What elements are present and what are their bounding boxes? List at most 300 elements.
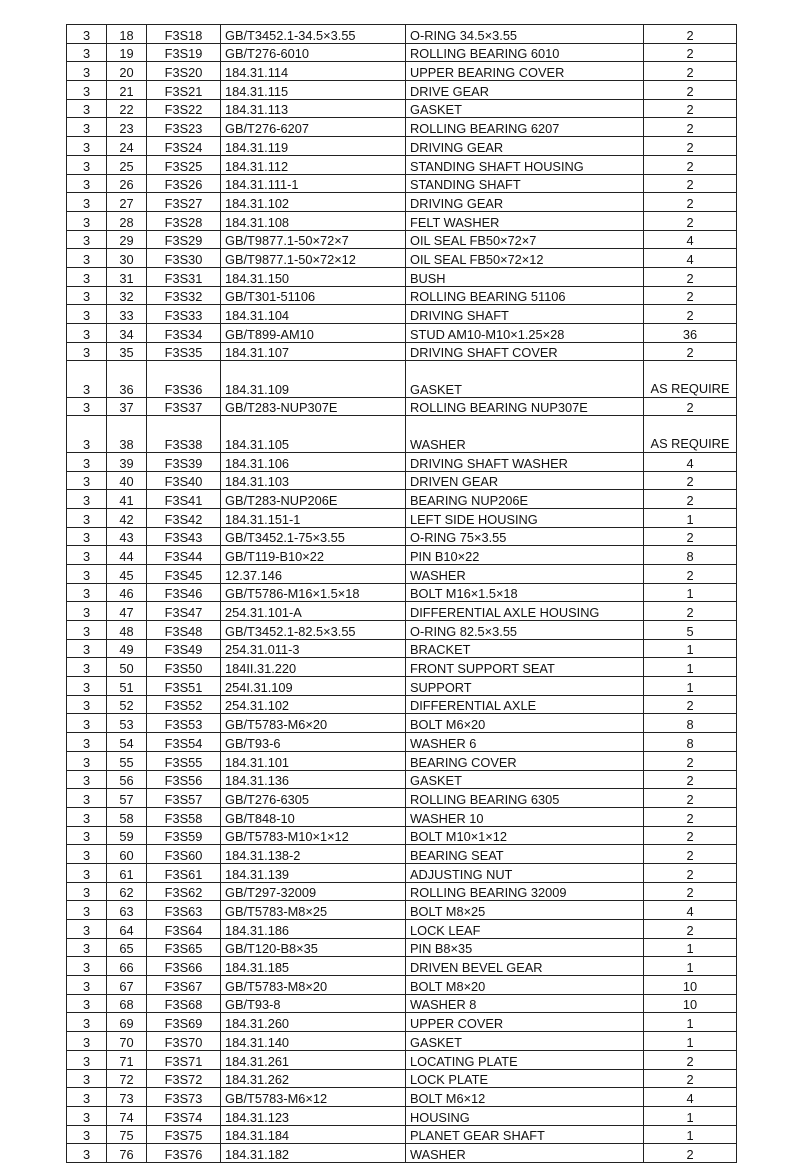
quantity-cell: 10 — [644, 976, 737, 995]
quantity-cell: 1 — [644, 1013, 737, 1032]
part-name-cell: DRIVING GEAR — [406, 193, 644, 212]
quantity-cell: 2 — [644, 789, 737, 808]
part-name-cell: STANDING SHAFT — [406, 174, 644, 193]
code-cell: F3S63 — [147, 901, 221, 920]
item-number-cell: 27 — [107, 193, 147, 212]
table-row — [67, 508, 737, 527]
part-number-cell: 254.31.011-3 — [221, 639, 406, 658]
group-cell: 3 — [67, 267, 107, 286]
quantity-cell: 1 — [644, 938, 737, 957]
table-row — [67, 714, 737, 733]
group-cell: 3 — [67, 397, 107, 416]
group-cell: 3 — [67, 583, 107, 602]
code-cell: F3S75 — [147, 1125, 221, 1144]
parts-table — [66, 24, 737, 1163]
code-cell: F3S72 — [147, 1069, 221, 1088]
table-row — [67, 733, 737, 752]
group-cell: 3 — [67, 677, 107, 696]
item-number-cell: 51 — [107, 677, 147, 696]
table-row — [67, 882, 737, 901]
code-cell: F3S33 — [147, 305, 221, 324]
part-number-cell: 184.31.114 — [221, 62, 406, 81]
group-cell: 3 — [67, 994, 107, 1013]
part-number-cell: GB/T899-AM10 — [221, 324, 406, 343]
item-number-cell: 62 — [107, 882, 147, 901]
item-number-cell: 20 — [107, 62, 147, 81]
group-cell: 3 — [67, 770, 107, 789]
part-number-cell: 184.31.151-1 — [221, 508, 406, 527]
part-number-cell: GB/T5783-M10×1×12 — [221, 826, 406, 845]
item-number-cell: 46 — [107, 583, 147, 602]
quantity-cell: 2 — [644, 920, 737, 939]
part-number-cell: 184.31.113 — [221, 99, 406, 118]
group-cell: 3 — [67, 155, 107, 174]
part-number-cell: 184.31.184 — [221, 1125, 406, 1144]
group-cell: 3 — [67, 25, 107, 44]
group-cell: 3 — [67, 137, 107, 156]
group-cell: 3 — [67, 118, 107, 137]
part-number-cell: 184.31.186 — [221, 920, 406, 939]
quantity-cell: 10 — [644, 994, 737, 1013]
item-number-cell: 26 — [107, 174, 147, 193]
part-number-cell: 184.31.138-2 — [221, 845, 406, 864]
group-cell: 3 — [67, 695, 107, 714]
part-name-cell: GASKET — [406, 770, 644, 789]
group-cell: 3 — [67, 508, 107, 527]
quantity-cell: 1 — [644, 1032, 737, 1051]
quantity-cell: 2 — [644, 25, 737, 44]
quantity-cell: 5 — [644, 621, 737, 640]
part-name-cell: ROLLING BEARING 6207 — [406, 118, 644, 137]
part-name-cell: PLANET GEAR SHAFT — [406, 1125, 644, 1144]
part-name-cell: SUPPORT — [406, 677, 644, 696]
table-row — [67, 174, 737, 193]
part-number-cell: GB/T5786-M16×1.5×18 — [221, 583, 406, 602]
part-number-cell: 184.31.119 — [221, 137, 406, 156]
code-cell: F3S49 — [147, 639, 221, 658]
code-cell: F3S31 — [147, 267, 221, 286]
part-number-cell: 184.31.260 — [221, 1013, 406, 1032]
table-row — [67, 471, 737, 490]
code-cell: F3S21 — [147, 81, 221, 100]
part-name-cell: WASHER — [406, 416, 644, 452]
code-cell: F3S19 — [147, 43, 221, 62]
part-name-cell: ROLLING BEARING 6010 — [406, 43, 644, 62]
part-name-cell: ADJUSTING NUT — [406, 863, 644, 882]
table-row — [67, 807, 737, 826]
quantity-cell: 2 — [644, 62, 737, 81]
item-number-cell: 65 — [107, 938, 147, 957]
part-name-cell: BOLT M10×1×12 — [406, 826, 644, 845]
table-row — [67, 490, 737, 509]
code-cell: F3S65 — [147, 938, 221, 957]
item-number-cell: 30 — [107, 249, 147, 268]
code-cell: F3S34 — [147, 324, 221, 343]
part-name-cell: DRIVING GEAR — [406, 137, 644, 156]
code-cell: F3S66 — [147, 957, 221, 976]
quantity-cell: 1 — [644, 583, 737, 602]
part-number-cell: 254.31.101-A — [221, 602, 406, 621]
group-cell: 3 — [67, 62, 107, 81]
part-number-cell: GB/T3452.1-34.5×3.55 — [221, 25, 406, 44]
code-cell: F3S18 — [147, 25, 221, 44]
part-name-cell: ROLLING BEARING 32009 — [406, 882, 644, 901]
quantity-cell: 1 — [644, 1106, 737, 1125]
part-number-cell: 184.31.140 — [221, 1032, 406, 1051]
table-row — [67, 342, 737, 361]
quantity-cell: 2 — [644, 826, 737, 845]
item-number-cell: 44 — [107, 546, 147, 565]
part-name-cell: LOCK LEAF — [406, 920, 644, 939]
group-cell: 3 — [67, 416, 107, 452]
code-cell: F3S55 — [147, 751, 221, 770]
part-name-cell: UPPER COVER — [406, 1013, 644, 1032]
item-number-cell: 59 — [107, 826, 147, 845]
part-name-cell: OIL SEAL FB50×72×12 — [406, 249, 644, 268]
part-number-cell: 184.31.111-1 — [221, 174, 406, 193]
code-cell: F3S25 — [147, 155, 221, 174]
quantity-cell: 8 — [644, 546, 737, 565]
code-cell: F3S26 — [147, 174, 221, 193]
code-cell: F3S37 — [147, 397, 221, 416]
group-cell: 3 — [67, 342, 107, 361]
part-number-cell: 184.31.185 — [221, 957, 406, 976]
group-cell: 3 — [67, 602, 107, 621]
quantity-cell: 2 — [644, 193, 737, 212]
part-name-cell: HOUSING — [406, 1106, 644, 1125]
item-number-cell: 73 — [107, 1088, 147, 1107]
quantity-cell: 2 — [644, 490, 737, 509]
part-number-cell: GB/T93-6 — [221, 733, 406, 752]
table-row — [67, 286, 737, 305]
quantity-cell: 2 — [644, 137, 737, 156]
part-number-cell: 184.31.104 — [221, 305, 406, 324]
group-cell: 3 — [67, 845, 107, 864]
part-name-cell: WASHER 10 — [406, 807, 644, 826]
table-row — [67, 99, 737, 118]
code-cell: F3S20 — [147, 62, 221, 81]
group-cell: 3 — [67, 43, 107, 62]
quantity-cell: 2 — [644, 845, 737, 864]
quantity-cell: 2 — [644, 863, 737, 882]
code-cell: F3S58 — [147, 807, 221, 826]
group-cell: 3 — [67, 1032, 107, 1051]
code-cell: F3S46 — [147, 583, 221, 602]
code-cell: F3S32 — [147, 286, 221, 305]
item-number-cell: 19 — [107, 43, 147, 62]
part-name-cell: DRIVING SHAFT — [406, 305, 644, 324]
item-number-cell: 37 — [107, 397, 147, 416]
part-name-cell: BEARING NUP206E — [406, 490, 644, 509]
table-row — [67, 249, 737, 268]
quantity-cell: 1 — [644, 1125, 737, 1144]
part-number-cell: GB/T297-32009 — [221, 882, 406, 901]
code-cell: F3S29 — [147, 230, 221, 249]
quantity-cell: 1 — [644, 677, 737, 696]
part-number-cell: GB/T5783-M8×20 — [221, 976, 406, 995]
item-number-cell: 68 — [107, 994, 147, 1013]
quantity-cell: 1 — [644, 957, 737, 976]
part-number-cell: GB/T3452.1-82.5×3.55 — [221, 621, 406, 640]
part-number-cell: GB/T5783-M6×12 — [221, 1088, 406, 1107]
part-name-cell: WASHER 8 — [406, 994, 644, 1013]
part-number-cell: GB/T283-NUP307E — [221, 397, 406, 416]
code-cell: F3S73 — [147, 1088, 221, 1107]
group-cell: 3 — [67, 527, 107, 546]
group-cell: 3 — [67, 751, 107, 770]
code-cell: F3S28 — [147, 211, 221, 230]
table-row — [67, 845, 737, 864]
table-row — [67, 826, 737, 845]
part-number-cell: GB/T276-6010 — [221, 43, 406, 62]
part-name-cell: BOLT M6×20 — [406, 714, 644, 733]
part-name-cell: LEFT SIDE HOUSING — [406, 508, 644, 527]
quantity-cell: 2 — [644, 155, 737, 174]
table-row — [67, 452, 737, 471]
code-cell: F3S74 — [147, 1106, 221, 1125]
item-number-cell: 21 — [107, 81, 147, 100]
table-row — [67, 564, 737, 583]
item-number-cell: 40 — [107, 471, 147, 490]
part-number-cell: 184.31.262 — [221, 1069, 406, 1088]
part-number-cell: GB/T848-10 — [221, 807, 406, 826]
code-cell: F3S61 — [147, 863, 221, 882]
part-number-cell: GB/T5783-M6×20 — [221, 714, 406, 733]
code-cell: F3S40 — [147, 471, 221, 490]
part-number-cell: GB/T276-6305 — [221, 789, 406, 808]
part-number-cell: GB/T5783-M8×25 — [221, 901, 406, 920]
item-number-cell: 53 — [107, 714, 147, 733]
code-cell: F3S62 — [147, 882, 221, 901]
item-number-cell: 24 — [107, 137, 147, 156]
group-cell: 3 — [67, 1050, 107, 1069]
table-row — [67, 1069, 737, 1088]
code-cell: F3S24 — [147, 137, 221, 156]
table-row — [67, 397, 737, 416]
group-cell: 3 — [67, 658, 107, 677]
item-number-cell: 36 — [107, 361, 147, 397]
group-cell: 3 — [67, 546, 107, 565]
code-cell: F3S35 — [147, 342, 221, 361]
part-name-cell: BUSH — [406, 267, 644, 286]
part-name-cell: DIFFERENTIAL AXLE HOUSING — [406, 602, 644, 621]
code-cell: F3S48 — [147, 621, 221, 640]
part-name-cell: FRONT SUPPORT SEAT — [406, 658, 644, 677]
code-cell: F3S57 — [147, 789, 221, 808]
group-cell: 3 — [67, 1088, 107, 1107]
item-number-cell: 64 — [107, 920, 147, 939]
quantity-cell: 1 — [644, 658, 737, 677]
quantity-cell: 2 — [644, 211, 737, 230]
item-number-cell: 60 — [107, 845, 147, 864]
item-number-cell: 58 — [107, 807, 147, 826]
part-name-cell: GASKET — [406, 1032, 644, 1051]
item-number-cell: 74 — [107, 1106, 147, 1125]
code-cell: F3S64 — [147, 920, 221, 939]
item-number-cell: 70 — [107, 1032, 147, 1051]
part-name-cell: STANDING SHAFT HOUSING — [406, 155, 644, 174]
part-name-cell: DRIVEN GEAR — [406, 471, 644, 490]
part-number-cell: 184.31.182 — [221, 1144, 406, 1163]
table-row — [67, 639, 737, 658]
part-number-cell: 254I.31.109 — [221, 677, 406, 696]
quantity-cell: 4 — [644, 230, 737, 249]
item-number-cell: 56 — [107, 770, 147, 789]
group-cell: 3 — [67, 249, 107, 268]
table-row — [67, 789, 737, 808]
part-number-cell: 184II.31.220 — [221, 658, 406, 677]
item-number-cell: 66 — [107, 957, 147, 976]
table-row — [67, 901, 737, 920]
code-cell: F3S53 — [147, 714, 221, 733]
group-cell: 3 — [67, 174, 107, 193]
part-name-cell: OIL SEAL FB50×72×7 — [406, 230, 644, 249]
item-number-cell: 39 — [107, 452, 147, 471]
code-cell: F3S76 — [147, 1144, 221, 1163]
quantity-cell: 4 — [644, 901, 737, 920]
item-number-cell: 76 — [107, 1144, 147, 1163]
part-number-cell: 12.37.146 — [221, 564, 406, 583]
table-row — [67, 583, 737, 602]
table-row — [67, 695, 737, 714]
table-row — [67, 863, 737, 882]
group-cell: 3 — [67, 621, 107, 640]
part-number-cell: 184.31.106 — [221, 452, 406, 471]
part-number-cell: GB/T301-51106 — [221, 286, 406, 305]
table-row — [67, 43, 737, 62]
group-cell: 3 — [67, 920, 107, 939]
group-cell: 3 — [67, 1106, 107, 1125]
quantity-cell: 2 — [644, 564, 737, 583]
part-name-cell: ROLLING BEARING 6305 — [406, 789, 644, 808]
code-cell: F3S60 — [147, 845, 221, 864]
group-cell: 3 — [67, 863, 107, 882]
part-name-cell: BEARING COVER — [406, 751, 644, 770]
table-row — [67, 211, 737, 230]
group-cell: 3 — [67, 211, 107, 230]
table-row — [67, 1032, 737, 1051]
part-number-cell: GB/T3452.1-75×3.55 — [221, 527, 406, 546]
code-cell: F3S69 — [147, 1013, 221, 1032]
group-cell: 3 — [67, 99, 107, 118]
item-number-cell: 47 — [107, 602, 147, 621]
part-number-cell: GB/T120-B8×35 — [221, 938, 406, 957]
part-name-cell: PIN B10×22 — [406, 546, 644, 565]
item-number-cell: 69 — [107, 1013, 147, 1032]
group-cell: 3 — [67, 938, 107, 957]
quantity-cell: 2 — [644, 397, 737, 416]
item-number-cell: 42 — [107, 508, 147, 527]
table-row — [67, 621, 737, 640]
code-cell: F3S56 — [147, 770, 221, 789]
quantity-cell: 2 — [644, 43, 737, 62]
part-number-cell: 184.31.115 — [221, 81, 406, 100]
item-number-cell: 22 — [107, 99, 147, 118]
part-number-cell: GB/T93-8 — [221, 994, 406, 1013]
quantity-cell: 2 — [644, 751, 737, 770]
part-name-cell: BEARING SEAT — [406, 845, 644, 864]
item-number-cell: 71 — [107, 1050, 147, 1069]
part-name-cell: WASHER 6 — [406, 733, 644, 752]
code-cell: F3S22 — [147, 99, 221, 118]
code-cell: F3S71 — [147, 1050, 221, 1069]
code-cell: F3S42 — [147, 508, 221, 527]
code-cell: F3S59 — [147, 826, 221, 845]
code-cell: F3S38 — [147, 416, 221, 452]
part-name-cell: GASKET — [406, 99, 644, 118]
table-row — [67, 1144, 737, 1163]
group-cell: 3 — [67, 639, 107, 658]
code-cell: F3S68 — [147, 994, 221, 1013]
item-number-cell: 72 — [107, 1069, 147, 1088]
part-number-cell: 184.31.136 — [221, 770, 406, 789]
part-number-cell: 184.31.107 — [221, 342, 406, 361]
item-number-cell: 41 — [107, 490, 147, 509]
part-number-cell: 184.31.139 — [221, 863, 406, 882]
part-name-cell: WASHER — [406, 1144, 644, 1163]
group-cell: 3 — [67, 286, 107, 305]
code-cell: F3S52 — [147, 695, 221, 714]
part-name-cell: DIFFERENTIAL AXLE — [406, 695, 644, 714]
code-cell: F3S67 — [147, 976, 221, 995]
table-row — [67, 602, 737, 621]
code-cell: F3S70 — [147, 1032, 221, 1051]
group-cell: 3 — [67, 714, 107, 733]
part-name-cell: LOCATING PLATE — [406, 1050, 644, 1069]
item-number-cell: 28 — [107, 211, 147, 230]
part-number-cell: GB/T119-B10×22 — [221, 546, 406, 565]
code-cell: F3S50 — [147, 658, 221, 677]
group-cell: 3 — [67, 452, 107, 471]
code-cell: F3S39 — [147, 452, 221, 471]
item-number-cell: 38 — [107, 416, 147, 452]
table-row — [67, 416, 737, 452]
group-cell: 3 — [67, 1144, 107, 1163]
part-number-cell: GB/T283-NUP206E — [221, 490, 406, 509]
quantity-cell: 2 — [644, 882, 737, 901]
table-row — [67, 155, 737, 174]
part-name-cell: DRIVING SHAFT WASHER — [406, 452, 644, 471]
table-row — [67, 137, 737, 156]
group-cell: 3 — [67, 361, 107, 397]
quantity-cell: 2 — [644, 267, 737, 286]
item-number-cell: 55 — [107, 751, 147, 770]
item-number-cell: 63 — [107, 901, 147, 920]
part-name-cell: FELT WASHER — [406, 211, 644, 230]
group-cell: 3 — [67, 1069, 107, 1088]
quantity-cell: 2 — [644, 81, 737, 100]
item-number-cell: 57 — [107, 789, 147, 808]
item-number-cell: 52 — [107, 695, 147, 714]
part-name-cell: O-RING 34.5×3.55 — [406, 25, 644, 44]
item-number-cell: 31 — [107, 267, 147, 286]
code-cell: F3S54 — [147, 733, 221, 752]
part-name-cell: O-RING 75×3.55 — [406, 527, 644, 546]
group-cell: 3 — [67, 564, 107, 583]
part-name-cell: UPPER BEARING COVER — [406, 62, 644, 81]
item-number-cell: 45 — [107, 564, 147, 583]
code-cell: F3S36 — [147, 361, 221, 397]
group-cell: 3 — [67, 826, 107, 845]
code-cell: F3S27 — [147, 193, 221, 212]
item-number-cell: 50 — [107, 658, 147, 677]
group-cell: 3 — [67, 490, 107, 509]
parts-table-body — [67, 25, 737, 1163]
quantity-cell: 2 — [644, 471, 737, 490]
part-name-cell: BRACKET — [406, 639, 644, 658]
part-name-cell: DRIVEN BEVEL GEAR — [406, 957, 644, 976]
table-row — [67, 361, 737, 397]
